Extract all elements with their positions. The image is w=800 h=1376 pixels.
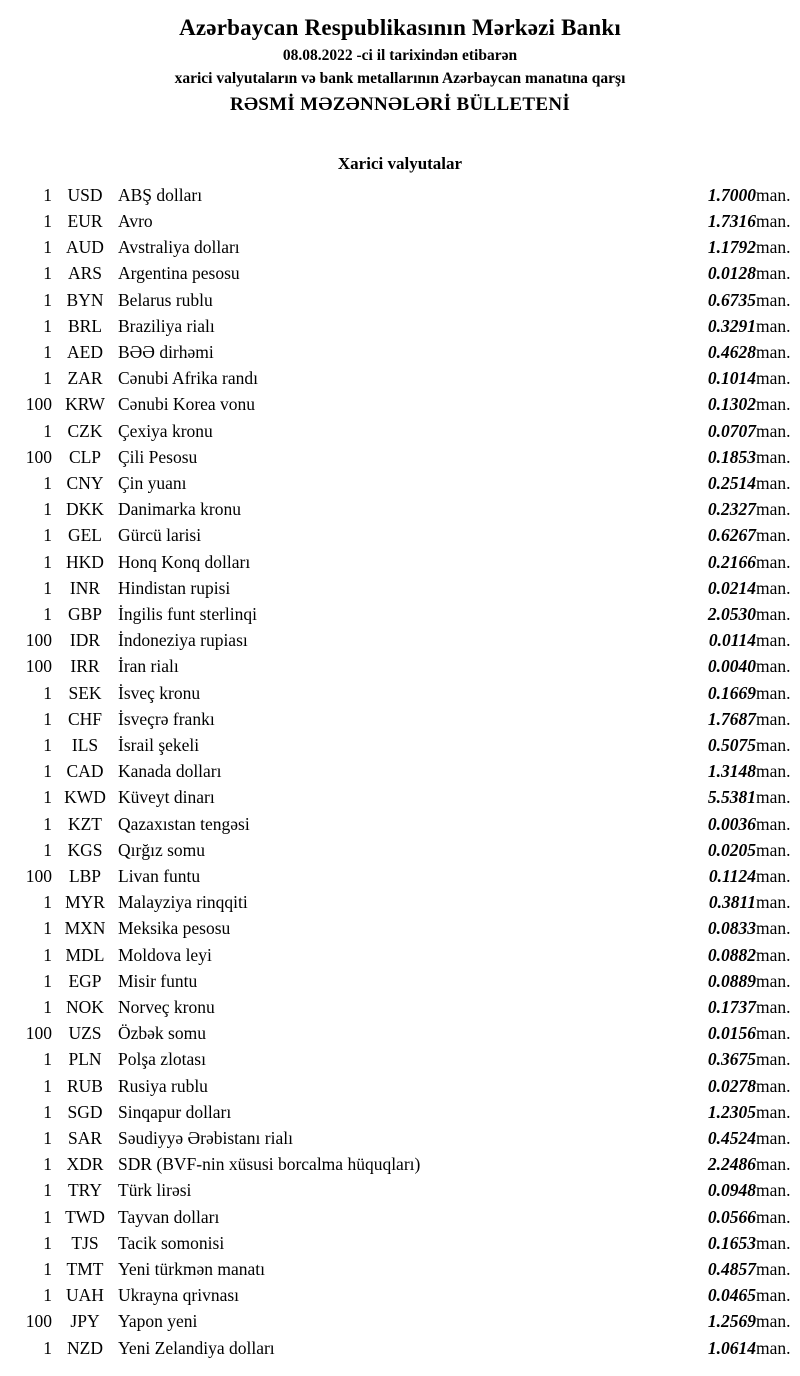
currency-code: PLN — [68, 1049, 102, 1070]
currency-amount: 1 — [43, 1075, 52, 1096]
bank-name: Azərbaycan Respublikasının Mərkəzi Bankı — [179, 15, 621, 40]
currency-name: Cənubi Korea vonu — [118, 394, 256, 415]
currency-unit: man. — [756, 839, 791, 860]
currency-code: USD — [67, 184, 103, 205]
currency-code: MDL — [65, 944, 105, 965]
table-row — [0, 522, 800, 548]
currency-rate: 0.3291 — [707, 315, 756, 336]
currency-rate: 0.0948 — [707, 1180, 756, 1201]
currency-name: Yapon yeni — [118, 1311, 198, 1332]
currency-code: UZS — [68, 1023, 102, 1044]
table-row — [0, 470, 800, 496]
currency-rate: 0.1124 — [708, 866, 756, 886]
currency-amount: 1 — [43, 341, 52, 362]
currency-unit: man. — [756, 1075, 791, 1096]
currency-name: İsrail şekeli — [118, 734, 200, 755]
currency-amount: 1 — [43, 1128, 52, 1149]
currency-rate: 0.0833 — [707, 918, 756, 939]
currency-name: Qazaxıstan tengəsi — [118, 813, 250, 834]
currency-amount: 1 — [43, 1259, 52, 1280]
currency-amount: 1 — [43, 603, 52, 624]
table-row — [0, 1125, 800, 1151]
currency-name: Sinqapur dolları — [118, 1101, 232, 1122]
table-row — [0, 234, 800, 260]
currency-rate: 0.0205 — [707, 839, 756, 860]
currency-code: KGS — [67, 839, 103, 860]
currency-code: MYR — [65, 892, 105, 913]
currency-amount: 1 — [43, 315, 52, 336]
currency-code: UAH — [66, 1285, 104, 1306]
currency-rate: 0.3675 — [707, 1049, 756, 1070]
currency-amount: 100 — [25, 630, 52, 651]
currency-unit: man. — [756, 734, 791, 755]
currency-code: BRL — [67, 315, 103, 336]
currency-rate: 0.1669 — [707, 682, 756, 703]
currency-amount: 1 — [43, 839, 52, 860]
currency-unit: man. — [756, 394, 791, 415]
currency-amount: 1 — [43, 1049, 52, 1070]
currency-amount: 1 — [43, 210, 52, 231]
table-row — [0, 1230, 800, 1256]
currency-unit: man. — [756, 1311, 791, 1332]
currency-unit: man. — [756, 1259, 791, 1280]
currency-amount: 1 — [43, 525, 52, 546]
currency-unit: man. — [756, 237, 791, 258]
currency-rate: 0.4628 — [707, 341, 756, 362]
currency-code: GBP — [67, 603, 103, 624]
currency-name: Avro — [118, 210, 153, 231]
currency-amount: 1 — [43, 787, 52, 808]
table-row — [0, 365, 800, 391]
currency-code: XDR — [66, 1154, 104, 1175]
currency-name: Norveç kronu — [118, 997, 215, 1018]
currency-unit: man. — [756, 603, 791, 624]
currency-code: BYN — [66, 289, 104, 310]
currency-rate: 0.2514 — [707, 472, 756, 493]
currency-unit: man. — [756, 289, 791, 310]
currency-code: JPY — [70, 1311, 100, 1332]
currency-code: CHF — [67, 708, 103, 729]
currency-code: ARS — [67, 263, 103, 284]
table-row — [0, 260, 800, 286]
currency-unit: man. — [756, 1049, 791, 1070]
currency-amount: 1 — [43, 997, 52, 1018]
currency-unit: man. — [756, 446, 791, 467]
currency-unit: man. — [756, 1128, 791, 1149]
table-row — [0, 418, 800, 444]
currency-unit: man. — [756, 1206, 791, 1227]
currency-rate: 0.1853 — [707, 446, 756, 467]
currency-name: Səudiyyə Ərəbistanı rialı — [118, 1128, 293, 1149]
currency-unit: man. — [756, 1232, 791, 1253]
currency-name: Çexiya kronu — [118, 420, 213, 441]
currency-name: Tacik somonisi — [118, 1232, 225, 1253]
currency-amount: 1 — [43, 577, 52, 598]
currency-rate: 1.0614 — [707, 1337, 756, 1358]
document-header — [0, 14, 800, 118]
table-row — [0, 942, 800, 968]
currency-amount: 1 — [43, 1154, 52, 1175]
currency-amount: 1 — [43, 368, 52, 389]
currency-name: Belarus rublu — [118, 289, 213, 310]
currency-rate: 0.0036 — [707, 813, 756, 834]
currency-amount: 1 — [43, 1232, 52, 1253]
currency-code: CLP — [68, 446, 102, 467]
bulletin-title: RƏSMİ MƏZƏNNƏLƏRİ BÜLLETENİ — [229, 94, 571, 116]
currency-code: NOK — [66, 997, 104, 1018]
currency-rate: 0.5075 — [707, 734, 756, 755]
table-row — [0, 837, 800, 863]
table-row — [0, 680, 800, 706]
currency-code: LBP — [68, 866, 102, 886]
currency-rate: 1.2305 — [707, 1101, 756, 1122]
currency-amount: 1 — [43, 1285, 52, 1306]
currency-name: Yeni türkmən manatı — [118, 1259, 265, 1280]
table-row — [0, 863, 800, 889]
currency-name: Moldova leyi — [118, 944, 212, 965]
table-row — [0, 1099, 800, 1125]
currency-code: TWD — [65, 1206, 105, 1227]
table-row — [0, 208, 800, 234]
currency-name: Livan funtu — [118, 866, 201, 886]
currency-name: İsveçrə frankı — [118, 708, 215, 729]
currency-unit: man. — [756, 708, 791, 729]
table-row — [0, 1046, 800, 1072]
currency-code: TRY — [67, 1180, 103, 1201]
currency-code: CZK — [67, 420, 103, 441]
table-row — [0, 915, 800, 941]
table-row — [0, 994, 800, 1020]
currency-name: Kanada dolları — [118, 761, 222, 782]
currency-amount: 1 — [43, 682, 52, 703]
currency-rate: 5.5381 — [707, 787, 756, 808]
currency-name: Gürcü larisi — [118, 525, 202, 546]
currency-name: Danimarka kronu — [118, 499, 241, 520]
currency-code: GEL — [67, 525, 103, 546]
currency-code: TMT — [66, 1259, 104, 1280]
currency-rate: 0.1014 — [707, 368, 756, 389]
currency-rate: 0.0465 — [707, 1285, 756, 1306]
currency-rate: 2.0530 — [707, 603, 756, 624]
currency-code: CNY — [66, 472, 104, 493]
currency-rate: 0.0156 — [707, 1023, 756, 1044]
table-row — [0, 339, 800, 365]
table-row — [0, 653, 800, 679]
currency-unit: man. — [756, 577, 791, 598]
currency-unit: man. — [756, 315, 791, 336]
currency-amount: 100 — [25, 1023, 52, 1044]
currency-amount: 1 — [43, 1206, 52, 1227]
currency-rate: 0.0882 — [707, 944, 756, 965]
currency-name: Polşa zlotası — [118, 1049, 206, 1070]
currency-amount: 1 — [43, 499, 52, 520]
table-row — [0, 444, 800, 470]
currency-unit: man. — [756, 341, 791, 362]
currency-unit: man. — [756, 892, 791, 913]
currency-name: SDR (BVF-nin xüsusi borcalma hüquqları) — [118, 1154, 421, 1175]
currency-code: DKK — [66, 499, 104, 520]
currency-unit: man. — [756, 1337, 791, 1358]
currency-code: KZT — [67, 813, 103, 834]
currency-rates-body — [0, 182, 800, 1361]
currency-amount: 100 — [25, 656, 52, 677]
currency-rate: 0.0114 — [708, 630, 756, 651]
currency-amount: 1 — [43, 734, 52, 755]
currency-rate: 0.0707 — [707, 420, 756, 441]
currency-rate: 1.2569 — [707, 1311, 756, 1332]
currency-name: Meksika pesosu — [118, 918, 231, 939]
table-row — [0, 1204, 800, 1230]
currency-code: AED — [67, 341, 103, 362]
currency-unit: man. — [756, 551, 791, 572]
currency-rate: 0.1737 — [707, 997, 756, 1018]
currency-rate: 0.0214 — [707, 577, 756, 598]
currency-name: Argentina pesosu — [118, 263, 240, 284]
currency-code: TJS — [71, 1232, 99, 1253]
currency-unit: man. — [756, 813, 791, 834]
table-row — [0, 784, 800, 810]
currency-unit: man. — [756, 787, 791, 808]
currency-amount: 1 — [43, 1180, 52, 1201]
currency-unit: man. — [756, 263, 791, 284]
currency-name: Braziliya rialı — [118, 315, 215, 336]
currency-name: Misir funtu — [118, 970, 198, 991]
table-row — [0, 1256, 800, 1282]
currency-name: Çili Pesosu — [118, 446, 198, 467]
currency-amount: 1 — [43, 551, 52, 572]
table-row — [0, 182, 800, 208]
currency-unit: man. — [756, 420, 791, 441]
effective-date: 08.08.2022 -ci il tarixindən etibarən — [282, 46, 518, 64]
table-row — [0, 1282, 800, 1308]
table-row — [0, 575, 800, 601]
currency-name: Rusiya rublu — [118, 1075, 208, 1096]
table-row — [0, 601, 800, 627]
currency-amount: 100 — [25, 446, 52, 467]
currency-name: Tayvan dolları — [118, 1206, 220, 1227]
currency-name: Çin yuanı — [118, 472, 187, 493]
table-row — [0, 627, 800, 653]
currency-code: RUB — [67, 1075, 103, 1096]
currency-unit: man. — [756, 1101, 791, 1122]
currency-unit: man. — [756, 184, 791, 205]
currency-unit: man. — [756, 1154, 791, 1175]
currency-unit: man. — [756, 682, 791, 703]
document-subtitle: xarici valyutaların və bank metallarının Azərbaycan manatına qarşı — [174, 69, 626, 87]
currency-name: İsveç kronu — [118, 682, 201, 703]
currency-rate: 0.2327 — [707, 499, 756, 520]
currency-unit: man. — [756, 970, 791, 991]
currency-unit: man. — [756, 918, 791, 939]
currency-unit: man. — [756, 525, 791, 546]
currency-name: Cənubi Afrika randı — [118, 368, 258, 389]
currency-rate: 2.2486 — [707, 1154, 756, 1175]
currency-code: KRW — [65, 394, 105, 415]
currency-unit: man. — [756, 944, 791, 965]
table-row — [0, 1308, 800, 1334]
currency-amount: 1 — [43, 970, 52, 991]
table-row — [0, 549, 800, 575]
currency-amount: 1 — [43, 263, 52, 284]
table-row — [0, 968, 800, 994]
currency-rate: 1.3148 — [707, 761, 756, 782]
currency-code: IDR — [69, 630, 101, 651]
currency-amount: 1 — [43, 813, 52, 834]
currency-rate: 0.0278 — [707, 1075, 756, 1096]
currency-rate: 0.0128 — [707, 263, 756, 284]
currency-unit: man. — [756, 472, 791, 493]
table-row — [0, 1020, 800, 1046]
currency-name: Hindistan rupisi — [118, 577, 231, 598]
currency-code: SEK — [68, 682, 102, 703]
currency-code: KWD — [64, 787, 106, 808]
currency-code: ZAR — [67, 368, 103, 389]
currency-rate: 1.7000 — [707, 184, 756, 205]
currency-amount: 1 — [43, 944, 52, 965]
currency-amount: 100 — [25, 866, 52, 886]
currency-amount: 1 — [43, 918, 52, 939]
currency-unit: man. — [756, 1023, 791, 1044]
currency-amount: 100 — [25, 1311, 52, 1332]
table-row — [0, 811, 800, 837]
currency-rate: 0.6267 — [707, 525, 756, 546]
currency-unit: man. — [756, 1285, 791, 1306]
currency-name: İngilis funt sterlinqi — [118, 603, 258, 624]
currency-rate: 0.0040 — [707, 656, 756, 677]
currency-code: EGP — [68, 970, 102, 991]
currency-rate: 0.3811 — [708, 892, 756, 913]
currency-name: ABŞ dolları — [118, 184, 203, 205]
currency-rate: 0.2166 — [707, 551, 756, 572]
table-row — [0, 889, 800, 915]
currency-rate: 0.0566 — [707, 1206, 756, 1227]
currency-code: SGD — [67, 1101, 103, 1122]
currency-code: IRR — [70, 656, 100, 677]
currency-unit: man. — [756, 656, 791, 677]
currency-code: ILS — [71, 734, 99, 755]
table-row — [0, 496, 800, 522]
currency-name: BƏƏ dirhəmi — [118, 341, 214, 362]
currency-amount: 100 — [25, 394, 52, 415]
currency-name: İndoneziya rupiası — [118, 630, 248, 651]
currency-code: NZD — [67, 1337, 103, 1358]
table-row — [0, 1335, 800, 1361]
currency-code: INR — [69, 577, 101, 598]
currency-code: AUD — [66, 237, 104, 258]
currency-name: Özbək somu — [118, 1023, 206, 1044]
table-row — [0, 706, 800, 732]
table-row — [0, 391, 800, 417]
currency-rate: 0.1653 — [707, 1232, 756, 1253]
currency-rate: 1.7687 — [707, 708, 756, 729]
currency-amount: 1 — [43, 289, 52, 310]
currency-name: Yeni Zelandiya dolları — [118, 1337, 275, 1358]
currency-name: Küveyt dinarı — [118, 787, 215, 808]
table-row — [0, 758, 800, 784]
currency-rate: 1.7316 — [707, 210, 756, 231]
currency-unit: man. — [756, 210, 791, 231]
currency-rate: 0.0889 — [707, 970, 756, 991]
currency-amount: 1 — [43, 184, 52, 205]
section-title: Xarici valyutalar — [337, 153, 463, 173]
currency-amount: 1 — [43, 1337, 52, 1358]
currency-rate: 0.1302 — [707, 394, 756, 415]
currency-rate: 0.6735 — [707, 289, 756, 310]
table-row — [0, 1073, 800, 1099]
currency-name: Ukrayna qrivnası — [118, 1285, 240, 1306]
table-row — [0, 1151, 800, 1177]
table-row — [0, 732, 800, 758]
currency-amount: 1 — [43, 237, 52, 258]
currency-unit: man. — [756, 761, 791, 782]
currency-code: EUR — [67, 210, 103, 231]
currency-unit: man. — [756, 866, 791, 886]
table-row — [0, 287, 800, 313]
currency-name: Malayziya rinqqiti — [118, 892, 248, 913]
currency-amount: 1 — [43, 708, 52, 729]
table-row — [0, 1177, 800, 1203]
currency-unit: man. — [756, 368, 791, 389]
currency-name: Qırğız somu — [118, 839, 206, 860]
currency-amount: 1 — [43, 420, 52, 441]
table-row — [0, 313, 800, 339]
currency-code: SAR — [67, 1128, 103, 1149]
currency-unit: man. — [756, 1180, 791, 1201]
currency-unit: man. — [756, 997, 791, 1018]
currency-name: Avstraliya dolları — [118, 237, 240, 258]
currency-name: İran rialı — [118, 656, 179, 677]
currency-unit: man. — [756, 499, 791, 520]
currency-rate: 0.4524 — [707, 1128, 756, 1149]
currency-amount: 1 — [43, 761, 52, 782]
currency-unit: man. — [756, 630, 791, 651]
currency-name: Türk lirəsi — [118, 1180, 192, 1201]
currency-rate: 1.1792 — [707, 237, 756, 258]
currency-rate: 0.4857 — [707, 1259, 756, 1280]
currency-code: HKD — [66, 551, 104, 572]
currency-amount: 1 — [43, 472, 52, 493]
currency-amount: 1 — [43, 892, 52, 913]
currency-amount: 1 — [43, 1101, 52, 1122]
currency-code: MXN — [64, 918, 106, 939]
currency-code: CAD — [66, 761, 104, 782]
currency-name: Honq Konq dolları — [118, 551, 251, 572]
currency-rates-table — [0, 182, 800, 1361]
